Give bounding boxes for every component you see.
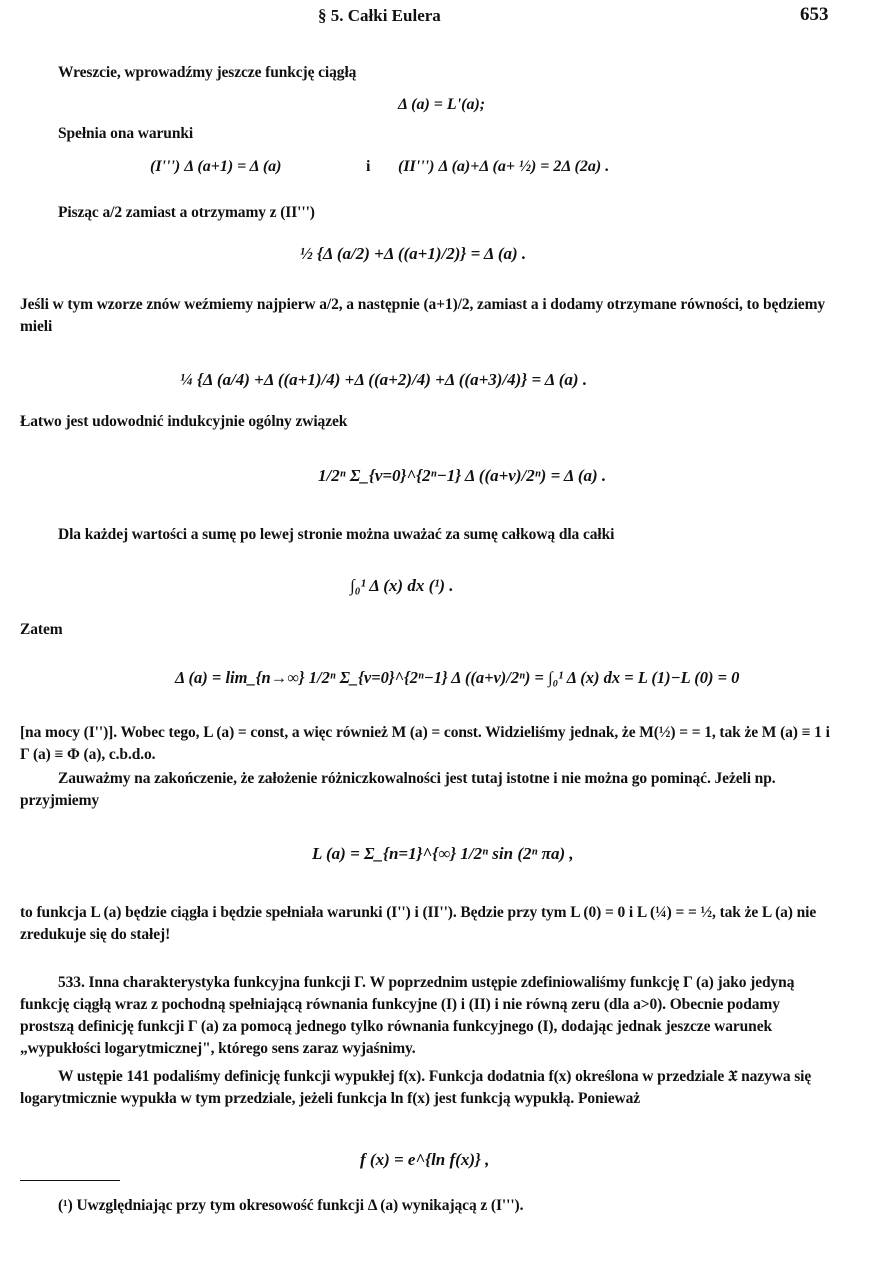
paragraph-differentiability: Zauważmy na zakończenie, że założenie różniczkowalności jest tutaj istotne i nie można go pominąć. Jeżeli np. przyjmiemy — [20, 770, 776, 809]
condition-1-text: (I''') Δ (a+1) = Δ (a) — [150, 158, 282, 175]
equation-half-sum: ½ {Δ (a/2) +Δ ((a+1)/2)} = Δ (a) . — [300, 244, 527, 263]
equation-counterexample: L (a) = Σ_{n=1}^{∞} 1/2ⁿ sin (2ⁿ πa) , — [312, 844, 574, 863]
paragraph-log-convex: W ustępie 141 podaliśmy definicję funkcji wypukłej f(x). Funkcja dodatnia f(x) określona w przedziale 𝔛 nazywa się logarytmicznie wypukła w tym przedziale, jeżeli funkcja ln f(x) jest funkcją wypukłą. Ponieważ — [20, 1068, 812, 1107]
paragraph-induction: Łatwo jest udowodnić indukcyjnie ogólny związek — [20, 413, 348, 430]
paragraph-conditions: Spełnia ona warunki — [58, 125, 194, 142]
paragraph-section-533: 533. Inna charakterystyka funkcyjna funkcji Γ. W poprzednim ustępie zdefiniowaliśmy funkcję Γ (a) jako jedyną funkcję ciągłą wraz z pochodną spełniającą równania funkcyjne (I) i (II) i nie równą zeru (dla a>0). Obecnie podamy prostszą definicję funkcji Γ (a) za pomocą jednego tylko równania funkcyjnego (I), dodając jednak jeszcze warunek „wypukłości logarytmicznej", którego sens zaraz wyjaśnimy. — [20, 974, 795, 1057]
paragraph-conclusion: [na mocy (I'')]. Wobec tego, L (a) = const, a więc również M (a) = const. Widzieliśmy jednak, że M(½) = = 1, tak że M (a) ≡ 1 i Γ (a) ≡ Φ (a), c.b.d.o. — [20, 724, 830, 763]
paragraph-intro: Wreszcie, wprowadźmy jeszcze funkcję ciągłą — [58, 64, 357, 81]
equation-condition-1 — [150, 158, 281, 176]
equation-integral: ∫₀¹ Δ (x) dx (¹) . — [350, 576, 454, 595]
conjunction-i: i — [366, 158, 371, 175]
running-header: § 5. Całki Eulera — [318, 6, 441, 25]
equation-limit: Δ (a) = lim_{n→∞} 1/2ⁿ Σ_{ν=0}^{2ⁿ−1} Δ ((a+ν)/2ⁿ) = ∫₀¹ Δ (x) dx = L (1)−L (0) = 0 — [175, 668, 740, 687]
equation-exp-log: f (x) = e^{ln f(x)} , — [360, 1150, 490, 1169]
page-number: 653 — [800, 4, 829, 25]
equation-general-relation: 1/2ⁿ Σ_{ν=0}^{2ⁿ−1} Δ ((a+ν)/2ⁿ) = Δ (a) . — [318, 466, 607, 485]
paragraph-integral-sum: Dla każdej wartości a sumę po lewej stronie można uważać za sumę całkową dla całki — [58, 526, 615, 543]
footnote: (¹) Uwzględniając przy tym okresowość funkcji Δ (a) wynikającą z (I'''). — [58, 1197, 524, 1214]
paragraph-thus: Zatem — [20, 621, 63, 638]
paragraph-substitution: Pisząc a/2 zamiast a otrzymamy z (II''') — [58, 204, 315, 221]
equation-quarter-sum: ¼ {Δ (a/4) +Δ ((a+1)/4) +Δ ((a+2)/4) +Δ ((a+3)/4)} = Δ (a) . — [180, 370, 588, 389]
paragraph-counterexample-result: to funkcja L (a) będzie ciągła i będzie spełniała warunki (I'') i (II''). Będzie przy tym L (0) = 0 i L (¼) = = ½, tak że L (a) nie zredukuje się do stałej! — [20, 904, 817, 943]
footnote-divider — [20, 1180, 120, 1181]
equation-delta-definition: Δ (a) = L'(a); — [398, 96, 486, 113]
equation-condition-2: (II''') Δ (a)+Δ (a+ ½) = 2Δ (2a) . — [398, 158, 610, 175]
paragraph-repeat: Jeśli w tym wzorze znów weźmiemy najpierw a/2, a następnie (a+1)/2, zamiast a i dodamy otrzymane równości, to będziemy mieli — [20, 296, 826, 335]
